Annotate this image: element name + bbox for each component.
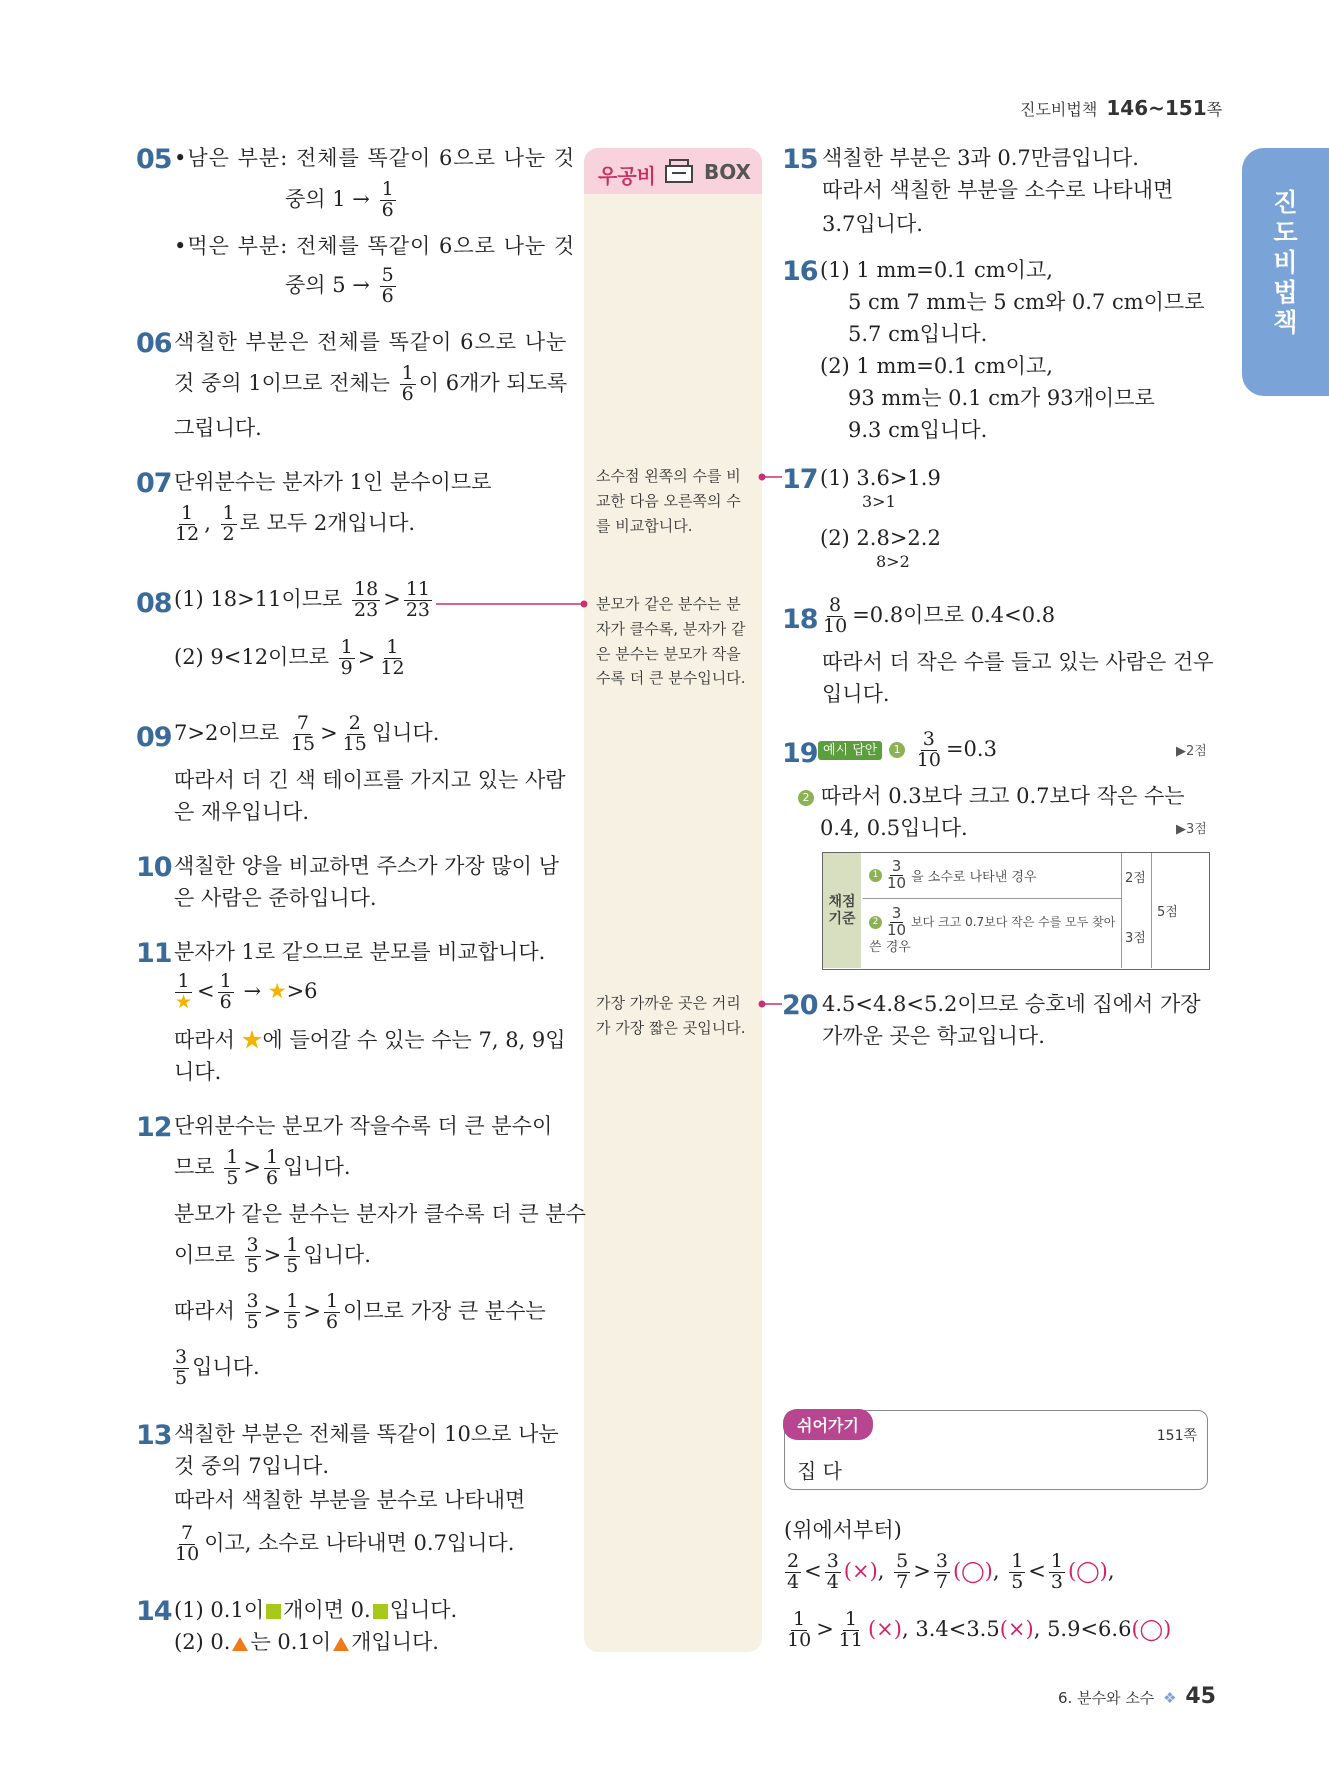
grading-row-2-points: 3점 <box>1125 931 1146 946</box>
fraction: $\frac{1}{6}$ <box>381 178 394 221</box>
answer-15-line3: 3.7입니다. <box>822 212 923 236</box>
answer-07-line1: 단위분수는 분자가 1인 분수이므로 <box>174 470 492 494</box>
rest-box <box>784 1410 1208 1490</box>
question-number: 09 <box>136 722 172 753</box>
answer-16-line1: (1) 1 mm=0.1 cm이고, <box>820 258 1053 282</box>
answer-text: 에 들어갈 수 있는 수는 7, 8, 9입 <box>262 1028 566 1052</box>
fraction: $\frac{2}{15}$ <box>342 712 367 755</box>
side-tab-char: 법 <box>1273 278 1298 307</box>
answer-08-line2: (2) 9<12이므로 $\frac{1}{9}$ > $\frac{1}{12}$ <box>174 636 405 679</box>
rest-page: 151쪽 <box>1156 1428 1197 1444</box>
answer-12-line3: 분모가 같은 분수는 분자가 클수록 더 큰 분수 <box>174 1202 586 1226</box>
step-2-icon: 2 <box>798 790 814 806</box>
step-1-icon: 1 <box>869 869 882 882</box>
fraction: $\frac{8}{10}$ <box>823 594 848 637</box>
points-2: ▶3점 <box>1176 822 1207 837</box>
question-number: 11 <box>136 938 172 969</box>
grading-row-1-text: 을 소수로 나타낸 경우 <box>911 870 1037 885</box>
grading-row-1-points: 2점 <box>1125 871 1146 886</box>
grading-row-2-text-b: 쓴 경우 <box>869 939 911 955</box>
answer-13-line1: 색칠한 부분은 전체를 똑같이 10으로 나눈 <box>174 1422 559 1446</box>
fraction: $\frac{1}{6}$ <box>401 362 414 405</box>
fraction: $\frac{1}{11}$ <box>838 1608 863 1651</box>
fraction: $\frac{1}{2}$ <box>222 502 235 545</box>
answer-13-line4 <box>170 1524 514 1565</box>
answer-11-line2: $\frac{1}{★}$ < $\frac{1}{6}$ → ★>6 <box>175 970 318 1013</box>
answer-text: 따라서 <box>174 1028 235 1052</box>
diamond-icon: ❖ <box>1163 1689 1177 1707</box>
answer-text: → <box>243 978 262 1003</box>
answer-19-line3: 0.4, 0.5입니다. <box>820 816 968 840</box>
points-1: ▶2점 <box>1176 744 1207 759</box>
question-number: 20 <box>782 990 818 1021</box>
answer-text: =0.8이므로 0.4<0.8 <box>852 602 1056 627</box>
correct-mark: (◯) <box>1067 1558 1108 1583</box>
answer-text: 이므로 가장 큰 분수는 <box>343 1298 546 1323</box>
side-tab-char: 진 <box>1273 188 1298 217</box>
answer-text: (1) 0.1이 <box>174 1598 265 1622</box>
fraction: $\frac{1}{6}$ <box>325 1290 339 1333</box>
answer-13-line3: 따라서 색칠한 부분을 분수로 나타내면 <box>174 1488 526 1512</box>
answer-text: 입니다. <box>283 1154 351 1179</box>
answer-text: 입니다. <box>192 1354 260 1379</box>
answer-19-line1 <box>818 730 997 771</box>
fraction: $\frac{1}{5}$ <box>286 1234 299 1277</box>
answer-text: (1) 18>11이므로 <box>174 586 343 611</box>
fraction: $\frac{7}{10}$ <box>175 1522 200 1565</box>
answer-10-line2: 은 사람은 준하입니다. <box>174 886 377 910</box>
answer-16-line6: 9.3 cm입니다. <box>848 418 988 442</box>
step-2-icon: 2 <box>869 916 882 929</box>
fraction: $\frac{1}{★}$ <box>175 970 193 1013</box>
answer-text: 이 6개가 되도록 <box>418 370 568 395</box>
grading-label-text: 채점 기준 <box>828 893 856 927</box>
answer-11-line3 <box>174 1028 566 1053</box>
header-book: 진도비법책 <box>1020 100 1098 119</box>
footer-page-number: 45 <box>1185 1684 1216 1709</box>
wrong-mark: (×) <box>843 1558 878 1583</box>
answer-19-line2 <box>798 784 1185 809</box>
page-footer <box>1058 1684 1216 1709</box>
fraction: $\frac{1}{6}$ <box>265 1146 279 1189</box>
fraction: $\frac{3}{7}$ <box>935 1550 948 1593</box>
answer-text: 로 모두 2개입니다. <box>239 510 416 535</box>
answer-09-line1: 7>2이므로 $\frac{7}{15}$ > $\frac{2}{15}$ 입니다. <box>174 712 440 755</box>
box-label-right: BOX <box>704 160 751 184</box>
question-number: 07 <box>136 468 172 499</box>
answer-18-line3: 입니다. <box>822 682 890 706</box>
fraction: $\frac{11}{23}$ <box>405 578 430 621</box>
answer-text: >6 <box>286 978 318 1003</box>
answer-text: =0.3 <box>945 736 997 761</box>
memo-20: 가장 가까운 곳은 거리가 가장 짧은 곳입니다. <box>596 994 746 1037</box>
star-icon: ★ <box>241 1028 263 1052</box>
step-1-icon: 1 <box>889 742 905 758</box>
answer-14-line1 <box>174 1598 457 1623</box>
fraction: $\frac{3}{5}$ <box>246 1234 259 1277</box>
grading-row-2 <box>863 900 1121 968</box>
fraction: $\frac{1}{12}$ <box>380 636 405 679</box>
answer-12-line5: 따라서 $\frac{3}{5}$ > $\frac{1}{5}$ > $\frac{1}{6}$ 이므로 가장 큰 분수는 <box>174 1290 546 1333</box>
side-tab-char: 도 <box>1273 218 1298 247</box>
footer-chapter: 6. 분수와 소수 <box>1058 1689 1155 1707</box>
grading-row-1 <box>863 853 1121 899</box>
side-tab-char: 비 <box>1273 248 1298 277</box>
answer-06-line3: 그립니다. <box>174 416 262 440</box>
answer-05-line2 <box>285 180 399 221</box>
answer-text: 입니다. <box>371 720 440 745</box>
question-number: 17 <box>782 464 818 495</box>
answer-12-line1: 단위분수는 분모가 작을수록 더 큰 분수이 <box>174 1114 553 1138</box>
fraction: $\frac{1}{12}$ <box>175 502 200 545</box>
answer-16-line5: 93 mm는 0.1 cm가 93개이므로 <box>848 386 1155 410</box>
orange-triangle-icon <box>333 1637 349 1651</box>
question-number: 05 <box>136 144 172 175</box>
answer-09-line3: 은 재우입니다. <box>174 800 310 824</box>
answer-17-sub2: 8>2 <box>876 552 910 571</box>
fraction: $\frac{1}{9}$ <box>340 636 353 679</box>
question-number: 13 <box>136 1420 172 1451</box>
wrong-mark: (×) <box>867 1616 902 1641</box>
rest-line2: $\frac{1}{10}$ > $\frac{1}{11}$ (×), 3.4<3.5(×), 5.9<6.6(◯) <box>787 1608 1172 1651</box>
answer-text: 입니다. <box>303 1242 371 1267</box>
answer-18-line2: 따라서 더 작은 수를 들고 있는 사람은 건우 <box>822 650 1214 674</box>
grading-label <box>823 853 861 968</box>
fraction: $\frac{1}{6}$ <box>219 970 232 1013</box>
header-pages: 146~151 <box>1106 96 1207 120</box>
question-number: 15 <box>782 144 818 175</box>
answer-12-line6 <box>170 1348 260 1389</box>
fraction: $\frac{18}{23}$ <box>354 578 379 621</box>
rest-label: 쉬어가기 <box>783 1409 873 1440</box>
rest-compare: 3.4<3.5 <box>915 1616 1000 1641</box>
answer-16-line3: 5.7 cm입니다. <box>848 322 988 346</box>
answer-15-line1: 색칠한 부분은 3과 0.7만큼입니다. <box>822 146 1139 170</box>
answer-text: 입니다. <box>389 1598 458 1622</box>
answer-17-line1: (1) 3.6>1.9 <box>820 466 941 490</box>
side-tab-char: 책 <box>1273 308 1298 337</box>
fraction: $\frac{1}{5}$ <box>1011 1550 1024 1593</box>
memo-08: 분모가 같은 분수는 분자가 클수록, 분자가 같은 분수는 분모가 작을수록 더 큰 분수입니다. <box>596 595 746 688</box>
fraction: $\frac{5}{6}$ <box>381 264 394 307</box>
question-number: 06 <box>136 328 172 359</box>
answer-text: 이고, 소수로 나타내면 0.7입니다. <box>204 1530 515 1555</box>
answer-06-line1: 색칠한 부분은 전체를 똑같이 6으로 나눈 <box>174 330 568 354</box>
question-number: 16 <box>782 256 818 287</box>
answer-13-line2: 것 중의 7입니다. <box>174 1454 330 1478</box>
fraction: $\frac{3}{5}$ <box>246 1290 259 1333</box>
answer-16-line2: 5 cm 7 mm는 5 cm와 0.7 cm이므로 <box>848 290 1205 314</box>
answer-17-line2: (2) 2.8>2.2 <box>820 526 941 550</box>
rest-line1: $\frac{2}{4}$ < $\frac{3}{4}$ (×), $\frac{5}{7}$ > $\frac{3}{7}$ (◯), $\frac{1}{5}$ < $\frac{1}{3}$ (◯), <box>787 1550 1115 1593</box>
grading-row-2-text: 보다 크고 0.7보다 작은 수를 모두 찾아 <box>911 914 1116 929</box>
fraction: $\frac{7}{15}$ <box>290 712 316 755</box>
green-square-icon <box>266 1604 281 1619</box>
fraction: $\frac{2}{4}$ <box>787 1550 800 1593</box>
answer-08-line1: (1) 18>11이므로 $\frac{18}{23}$ > $\frac{11}{23}$ <box>174 578 430 621</box>
fraction: $\frac{3}{4}$ <box>826 1550 839 1593</box>
wrong-mark: (×) <box>999 1616 1034 1641</box>
question-number: 18 <box>782 604 818 635</box>
answer-20-line2: 가까운 곳은 학교입니다. <box>822 1024 1045 1048</box>
answer-16-line4: (2) 1 mm=0.1 cm이고, <box>820 354 1053 378</box>
correct-mark: (◯) <box>952 1558 993 1583</box>
fraction: $\frac{3}{10}$ <box>887 857 907 892</box>
star-icon: ★ <box>267 978 287 1003</box>
answer-07-line2: $\frac{1}{12}$ , $\frac{1}{2}$ 로 모두 2개입니다. <box>175 502 416 545</box>
answer-12-line2: 므로 $\frac{1}{5}$ > $\frac{1}{6}$ 입니다. <box>174 1146 351 1189</box>
answer-10-line1: 색칠한 양을 비교하면 주스가 가장 많이 남 <box>174 854 559 878</box>
answer-18-line1 <box>818 596 1055 637</box>
answer-text: 따라서 <box>174 1298 235 1323</box>
example-answer-badge: 예시 답안 <box>818 741 882 760</box>
answer-05-line4 <box>285 266 399 307</box>
correct-mark: (◯) <box>1131 1616 1172 1641</box>
answer-09-line2: 따라서 더 긴 색 테이프를 가지고 있는 사람 <box>174 768 566 792</box>
fraction: $\frac{5}{7}$ <box>896 1550 909 1593</box>
fraction: $\frac{3}{5}$ <box>175 1346 188 1389</box>
answer-05-line3: •먹은 부분: 전체를 똑같이 6으로 나눈 것 <box>174 234 576 258</box>
answer-text: 따라서 0.3보다 크고 0.7보다 작은 수는 <box>820 784 1185 808</box>
answer-text: (2) 0. <box>174 1630 231 1654</box>
question-number: 14 <box>136 1596 172 1627</box>
fraction: $\frac{1}{10}$ <box>787 1608 812 1651</box>
answer-text: 므로 <box>174 1154 215 1179</box>
answer-text: 개입니다. <box>351 1630 439 1654</box>
fraction: $\frac{3}{10}$ <box>887 904 907 939</box>
box-label-left: 우공비 <box>598 164 656 188</box>
answer-text: 것 중의 1이므로 전체는 <box>174 370 390 395</box>
answer-06-line2 <box>174 364 567 405</box>
answer-text: 는 0.1이 <box>250 1630 332 1654</box>
answer-11-line1: 분자가 1로 같으므로 분모를 비교합니다. <box>174 940 546 964</box>
rest-compare: 5.9<6.6 <box>1047 1616 1132 1641</box>
header-unit: 쪽 <box>1206 100 1223 119</box>
question-number: 12 <box>136 1112 172 1143</box>
answer-text: 7>2이므로 <box>174 720 280 745</box>
answer-14-line2 <box>174 1630 439 1655</box>
answer-17-sub1: 3>1 <box>862 492 896 511</box>
answer-text: (2) 9<12이므로 <box>174 644 329 669</box>
grading-total-points: 5점 <box>1157 905 1178 920</box>
memo-17: 소수점 왼쪽의 수를 비교한 다음 오른쪽의 수를 비교합니다. <box>596 467 741 535</box>
orange-triangle-icon <box>232 1637 248 1651</box>
answer-20-line1: 4.5<4.8<5.2이므로 승호네 집에서 가장 <box>822 992 1201 1016</box>
fraction: $\frac{3}{10}$ <box>916 728 941 771</box>
question-number: 08 <box>136 588 172 619</box>
answer-text: 개이면 0. <box>283 1598 371 1622</box>
grading-table <box>822 852 1210 970</box>
answer-05-line1: •남은 부분: 전체를 똑같이 6으로 나눈 것 <box>174 146 576 170</box>
answer-text: 이므로 <box>174 1242 235 1267</box>
rest-answer: 집 다 <box>797 1459 842 1483</box>
fraction: $\frac{1}{3}$ <box>1050 1550 1063 1593</box>
answer-text: 중의 5 → <box>285 272 370 297</box>
question-number: 19 <box>782 738 818 769</box>
rest-from-top: (위에서부터) <box>784 1518 902 1542</box>
answer-12-line4: 이므로 $\frac{3}{5}$ > $\frac{1}{5}$ 입니다. <box>174 1234 371 1277</box>
answer-11-line4: 니다. <box>174 1060 222 1084</box>
answer-text: 중의 1 → <box>285 186 370 211</box>
fraction: $\frac{1}{5}$ <box>226 1146 239 1189</box>
fraction: $\frac{1}{5}$ <box>286 1290 299 1333</box>
answer-15-line2: 따라서 색칠한 부분을 소수로 나타내면 <box>822 178 1174 202</box>
green-square-icon <box>373 1604 388 1619</box>
question-number: 10 <box>136 852 172 883</box>
